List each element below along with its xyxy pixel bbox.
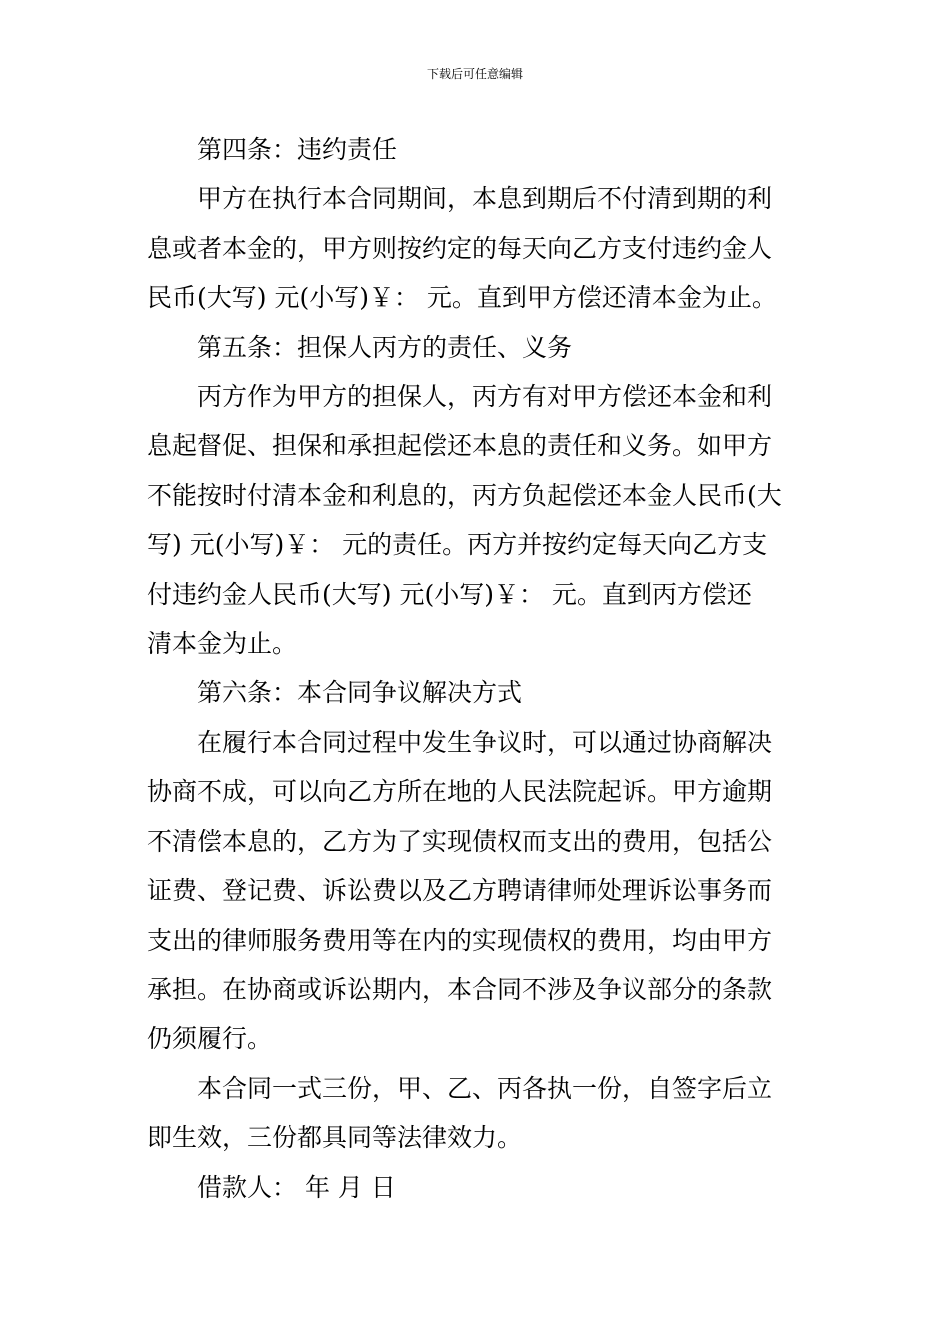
header-text: 下载后可任意编辑 <box>426 67 523 81</box>
text-line: 协商不成，可以向乙方所在地的人民法院起诉。甲方逾期 <box>147 777 773 807</box>
text-line: 第六条：本合同争议解决方式 <box>197 678 523 708</box>
text-line: 写) 元(小写)￥： 元的责任。丙方并按约定每天向乙方支 <box>147 530 768 560</box>
text-line: 第五条：担保人丙方的责任、义务 <box>197 332 573 362</box>
text-line: 付违约金人民币(大写) 元(小写)￥： 元。直到丙方偿还 <box>147 579 752 609</box>
borrower-signature-line <box>147 1163 807 1212</box>
text-line: 承担。在协商或诉讼期内，本合同不涉及争议部分的条款 <box>147 974 773 1004</box>
text-line: 丙方作为甲方的担保人，丙方有对甲方偿还本金和利 <box>197 382 773 412</box>
text-line: 借款人： 年 月 日 <box>197 1172 396 1202</box>
text-line: 不能按时付清本金和利息的，丙方负起偿还本金人民币(大 <box>147 480 782 510</box>
text-line: 不清偿本息的，乙方为了实现债权而支出的费用，包括公 <box>147 826 773 856</box>
text-line: 在履行本合同过程中发生争议时，可以通过协商解决 <box>197 727 773 757</box>
article-6-body <box>147 718 807 1064</box>
article-5-heading <box>147 323 807 372</box>
text-line: 仍须履行。 <box>147 1024 273 1054</box>
text-line: 清本金为止。 <box>147 629 298 659</box>
article-6-heading <box>147 668 807 717</box>
article-5-body <box>147 372 807 668</box>
copies-clause <box>147 1064 807 1163</box>
text-line: 民币(大写) 元(小写)￥： 元。直到甲方偿还清本金为止。 <box>147 283 777 313</box>
article-4-heading <box>147 125 807 174</box>
text-line: 息或者本金的，甲方则按约定的每天向乙方支付违约金人 <box>147 233 773 263</box>
text-line: 本合同一式三份，甲、乙、丙各执一份，自签字后立 <box>197 1073 773 1103</box>
text-line: 息起督促、担保和承担起偿还本息的责任和义务。如甲方 <box>147 431 773 461</box>
text-line: 第四条：违约责任 <box>197 135 398 164</box>
document-body <box>147 125 807 1212</box>
text-line: 甲方在执行本合同期间，本息到期后不付清到期的利 <box>197 184 773 214</box>
text-line: 即生效，三份都具同等法律效力。 <box>147 1123 523 1153</box>
article-4-body <box>147 174 807 322</box>
page-header <box>0 66 950 82</box>
text-line: 支出的律师服务费用等在内的实现债权的费用，均由甲方 <box>147 925 773 955</box>
text-line: 证费、登记费、诉讼费以及乙方聘请律师处理诉讼事务而 <box>147 876 773 906</box>
